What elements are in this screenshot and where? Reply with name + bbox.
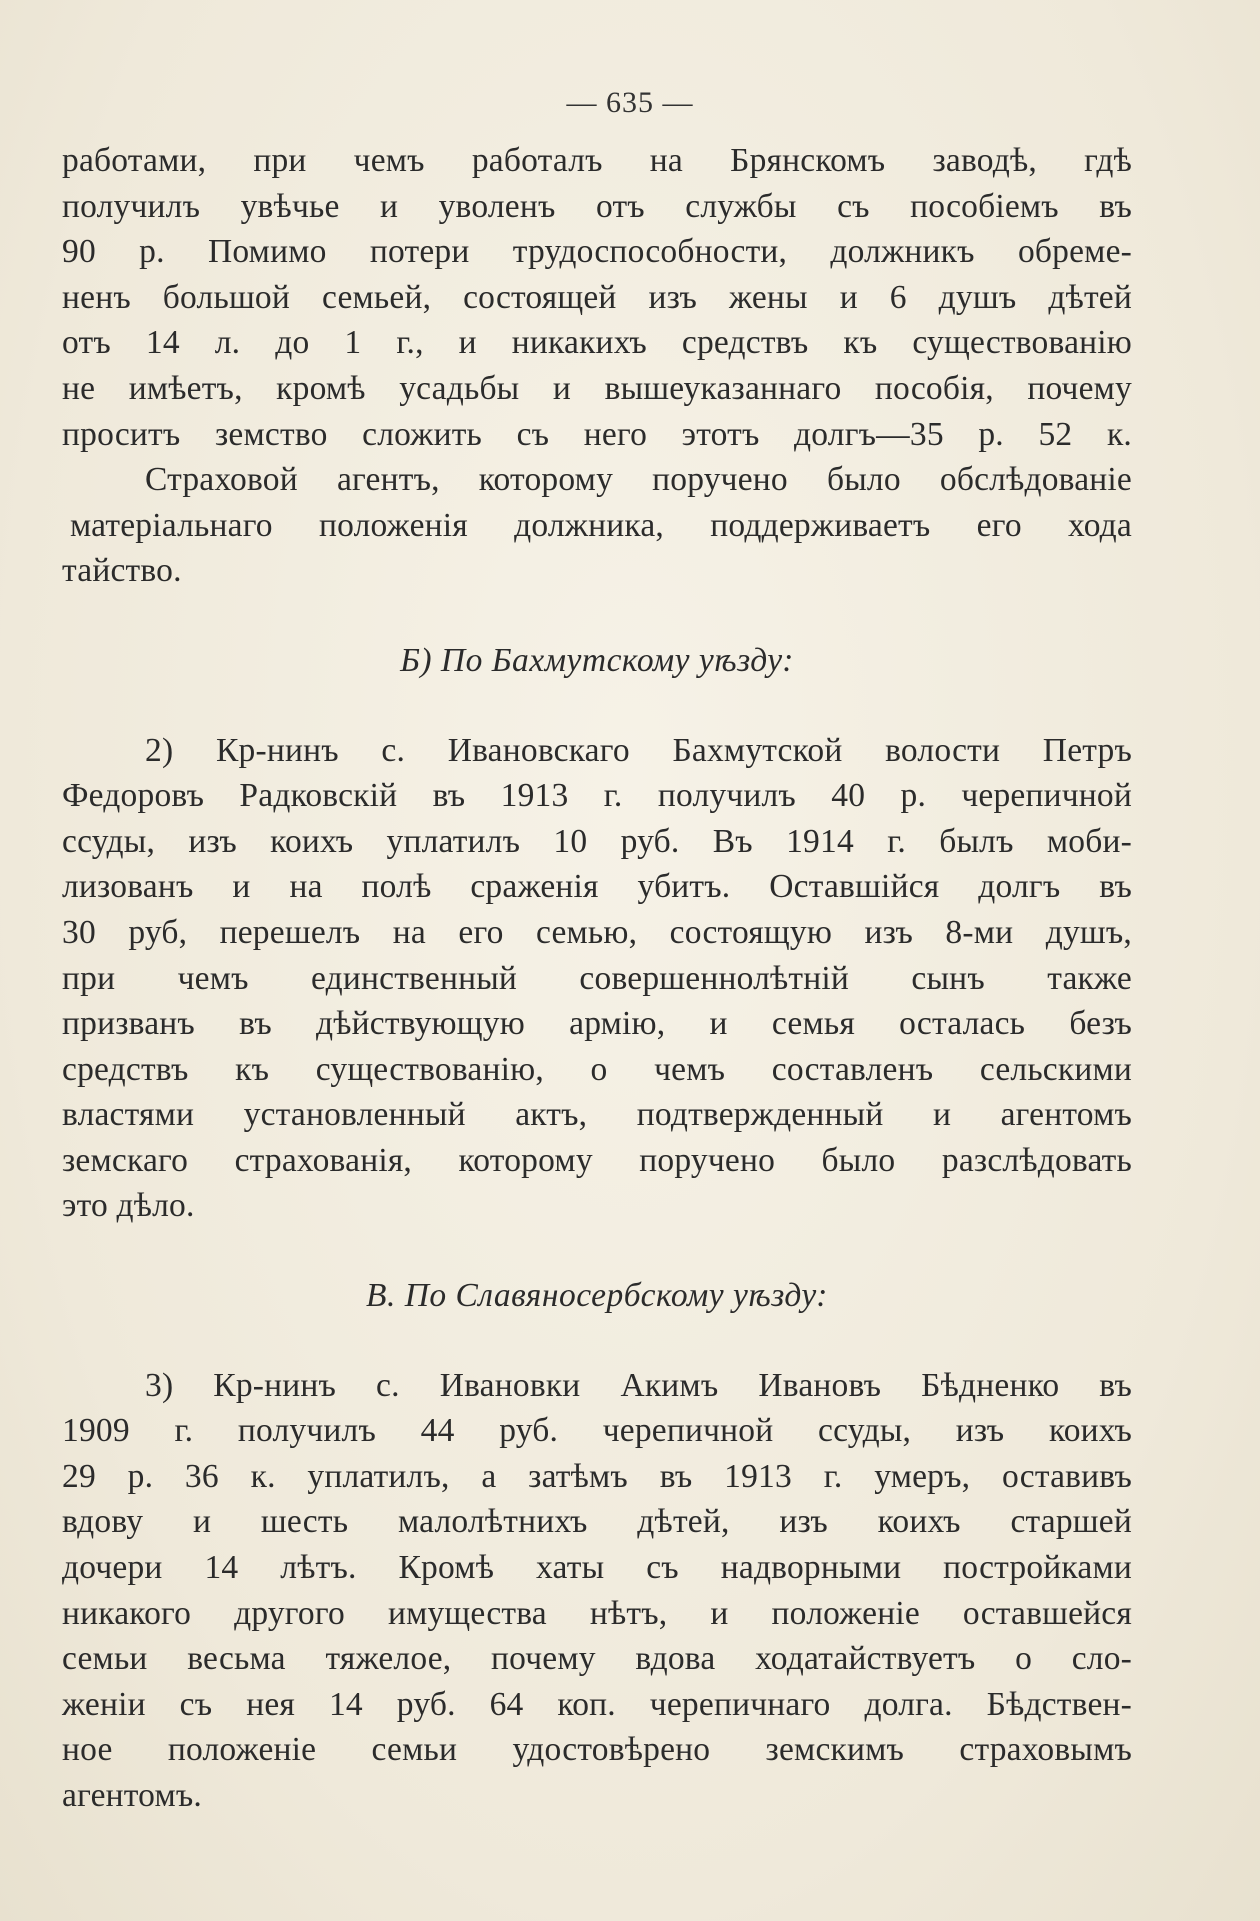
text-line: призванъ въ дѣйствующую армію, и семья осталась безъ <box>62 1005 1132 1043</box>
page-number: — 635 — <box>566 86 694 119</box>
section-heading-slavyanoserbsk: В. По Славяносербскому уѣзду: <box>366 1277 828 1315</box>
text-line: 29 р. 36 к. уплатилъ, а затѣмъ въ 1913 г. умеръ, оставивъ <box>62 1457 1132 1495</box>
text-line: властями установленный актъ, подтвержденный и агентомъ <box>62 1096 1132 1134</box>
text-line: семьи весьма тяжелое, почему вдова ходатайствуетъ о сло- <box>62 1640 1132 1678</box>
text-line: 90 р. Помимо потери трудоспособности, должникъ обреме- <box>62 233 1132 271</box>
text-line: средствъ къ существованію, о чемъ составленъ сельскими <box>62 1050 1132 1088</box>
document-body <box>62 138 1132 1819</box>
text-line: это дѣло. <box>62 1187 195 1225</box>
text-line: никакого другого имущества нѣтъ, и положеніе оставшейся <box>62 1594 1132 1632</box>
text-line: Федоровъ Радковскій въ 1913 г. получилъ 40 р. черепичной <box>62 777 1132 815</box>
text-line: отъ 14 л. до 1 г., и никакихъ средствъ къ существованію <box>62 324 1132 362</box>
text-line: Страховой агентъ, которому поручено было обслѣдованіе <box>145 461 1132 499</box>
text-line: работами, при чемъ работалъ на Брянскомъ заводѣ, гдѣ <box>62 142 1132 179</box>
text-line: лизованъ и на полѣ сраженія убитъ. Оставшійся долгъ въ <box>62 868 1132 906</box>
text-line: дочери 14 лѣтъ. Кромѣ хаты съ надворными постройками <box>62 1549 1132 1587</box>
text-line: при чемъ единственный совершеннолѣтній сынъ также <box>62 959 1132 997</box>
text-line: вдову и шесть малолѣтнихъ дѣтей, изъ коихъ старшей <box>62 1503 1132 1541</box>
text-line: получилъ увѣчье и уволенъ отъ службы съ пособіемъ въ <box>62 187 1132 225</box>
text-line: земскаго страхованія, которому поручено было разслѣдовать <box>62 1141 1132 1179</box>
text-line: ное положеніе семьи удостовѣрено земскимъ страховымъ <box>62 1731 1132 1769</box>
text-line: ненъ большой семьей, состоящей изъ жены и 6 душъ дѣтей <box>62 278 1132 316</box>
text-line: 3) Кр-нинъ с. Ивановки Акимъ Ивановъ Бѣдненко въ <box>145 1366 1132 1404</box>
text-line: 1909 г. получилъ 44 руб. черепичной ссуды, изъ коихъ <box>62 1412 1132 1450</box>
text-line: проситъ земство сложить съ него этотъ долгъ—35 р. 52 к. <box>62 415 1132 453</box>
text-line: агентомъ. <box>62 1777 202 1814</box>
text-line: ссуды, изъ коихъ уплатилъ 10 руб. Въ 1914 г. былъ моби- <box>62 822 1132 860</box>
text-line: не имѣетъ, кромѣ усадьбы и вышеуказаннаго пособія, почему <box>62 369 1132 407</box>
text-line: 30 руб, перешелъ на его семью, состоящую изъ 8-ми душъ, <box>62 913 1132 951</box>
section-heading-bakhmut: Б) По Бахмутскому уѣзду: <box>400 641 794 679</box>
text-line: 2) Кр-нинъ с. Ивановскаго Бахмутской волости Петръ <box>145 731 1132 769</box>
text-line: матеріальнаго положенія должника, поддерживаетъ его хода <box>70 506 1132 544</box>
text-line: тайство. <box>62 552 182 590</box>
text-line: женіи съ нея 14 руб. 64 коп. черепичнаго долга. Бѣдствен- <box>62 1685 1132 1723</box>
